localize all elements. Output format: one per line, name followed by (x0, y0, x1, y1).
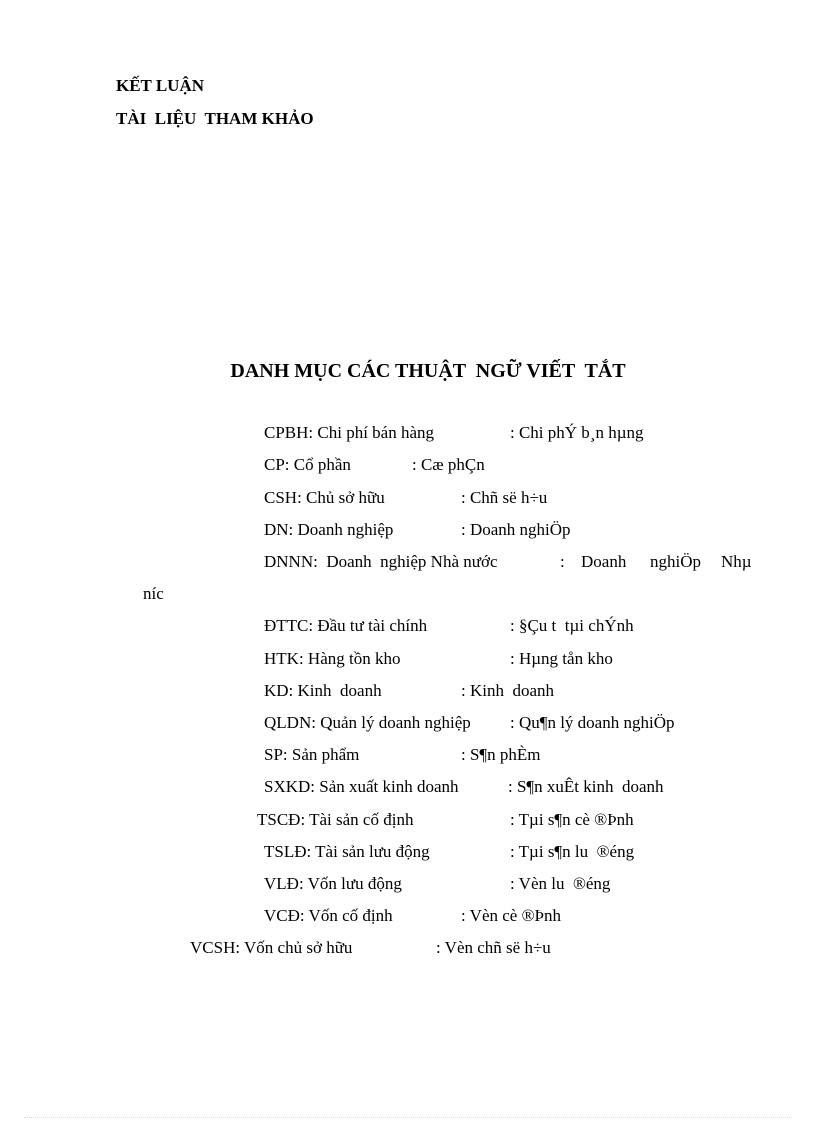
entry-value: : S¶n xuÊt kinh doanh (508, 777, 664, 796)
entry-abbreviation: VLĐ: Vốn lưu động (264, 874, 402, 893)
heading-ket-luan: KẾT LUẬN (116, 76, 205, 95)
entry-abbreviation: DN: Doanh nghiệp (264, 520, 394, 539)
heading-tai-lieu-tham-khao: TÀI LIỆU THAM KHẢO (116, 109, 314, 128)
list-item (264, 872, 784, 896)
entry-abbreviation: TSCĐ: Tài sản cố định (257, 810, 414, 829)
entry-abbreviation: CSH: Chủ sở hữu (264, 488, 385, 507)
list-item (190, 936, 784, 960)
entry-value-word-2: nghiÖp (650, 552, 701, 571)
page-title: DANH MỤC CÁC THUẬT NGỮ VIẾT TẮT (230, 360, 626, 382)
list-item (264, 904, 784, 928)
list-item-dnnn (264, 550, 760, 574)
entry-abbreviation: HTK: Hàng tồn kho (264, 649, 401, 668)
entry-value: : Vèn chñ së h÷u (436, 938, 551, 957)
entry-value: : Vèn cè ®Þnh (461, 906, 561, 925)
entry-value: : Kinh doanh (461, 681, 555, 700)
entry-value: : Chñ së h÷u (461, 488, 548, 507)
entry-value: : Cæ phÇn (412, 455, 485, 474)
entry-value-word-1: Doanh (581, 552, 627, 571)
entry-abbreviation: KD: Kinh doanh (264, 681, 382, 700)
entry-abbreviation: TSLĐ: Tài sản lưu động (264, 842, 430, 861)
entry-abbreviation: QLDN: Quản lý doanh nghiệp (264, 713, 471, 732)
entry-abbreviation: CPBH: Chi phí bán hàng (264, 423, 435, 442)
list-item (264, 679, 784, 703)
entry-value: : Vèn lu ®éng (510, 874, 611, 893)
entry-value: : S¶n phÈm (461, 745, 541, 764)
page-bottom-divider (24, 1117, 792, 1118)
entry-abbreviation: VCĐ: Vốn cố định (264, 906, 393, 925)
entry-value-wrap: níc (143, 584, 164, 603)
entry-value: : Tµi s¶n lu ®éng (510, 842, 635, 861)
entry-abbreviation: VCSH: Vốn chủ sở hữu (190, 938, 353, 957)
entry-abbreviation: SXKD: Sản xuất kinh doanh (264, 777, 459, 796)
list-item (264, 518, 784, 542)
list-item (264, 775, 784, 799)
list-item (264, 647, 784, 671)
entry-value: : §Çu t tµi chÝnh (510, 616, 634, 635)
entry-value: : Hµng tån kho (510, 649, 613, 668)
entry-value-word-3: Nhµ (721, 552, 752, 571)
list-item (264, 486, 784, 510)
entry-value: : Chi phÝ b¸n hµng (510, 423, 644, 442)
entry-abbreviation: SP: Sản phẩm (264, 745, 360, 764)
list-item (264, 743, 784, 767)
list-item (264, 421, 784, 445)
entry-abbreviation: ĐTTC: Đầu tư tài chính (264, 616, 428, 635)
list-item (257, 808, 784, 832)
list-item (264, 453, 784, 477)
entry-abbreviation: CP: Cổ phần (264, 455, 351, 474)
entry-value: : Qu¶n lý doanh nghiÖp (510, 713, 675, 732)
entry-value: : Doanh nghiÖp (461, 520, 571, 539)
list-item (264, 614, 784, 638)
entry-value: : Tµi s¶n cè ®Þnh (510, 810, 634, 829)
list-item (264, 711, 784, 735)
entry-abbreviation: DNNN: Doanh nghiệp Nhà nước (264, 552, 498, 571)
entry-colon: : (560, 552, 565, 571)
list-item (264, 840, 784, 864)
